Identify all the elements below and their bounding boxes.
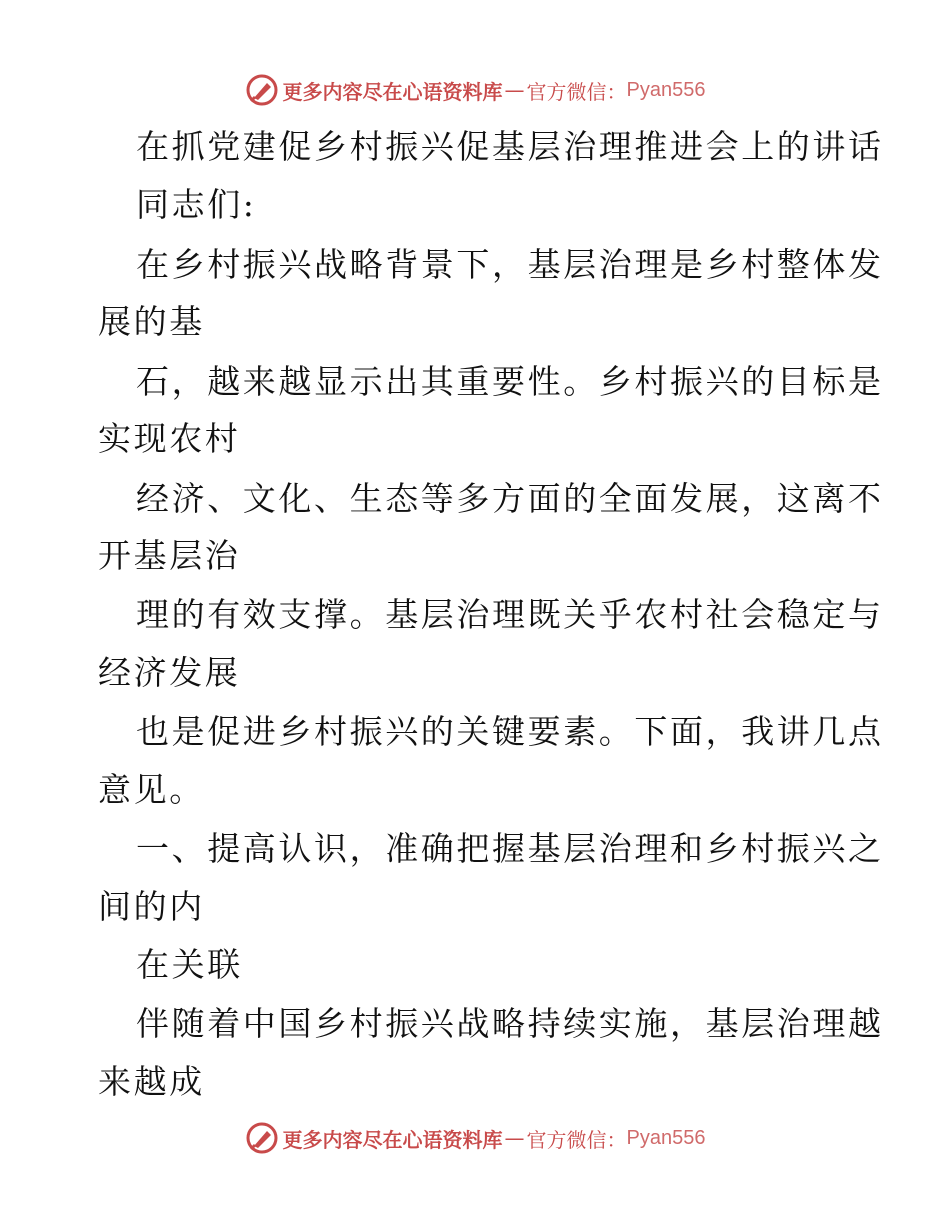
text-line: 意见。 bbox=[98, 770, 205, 809]
pen-nib-logo-icon bbox=[245, 1121, 279, 1155]
banner-dash: — bbox=[504, 78, 525, 102]
banner-wechat-id: Pyan556 bbox=[626, 78, 706, 101]
banner-wechat-label: 官方微信： bbox=[526, 79, 627, 104]
text-line: 展的基 bbox=[98, 302, 205, 341]
text-line: 伴随着中国乡村振兴战略持续实施，基层治理越 bbox=[136, 1004, 884, 1043]
text-line: 实现农村 bbox=[98, 419, 241, 458]
text-line: 来越成 bbox=[98, 1062, 205, 1101]
banner-wechat-label: 官方微信： bbox=[526, 1127, 627, 1152]
banner-brand-text: 更多内容尽在心语资料库 bbox=[282, 79, 503, 104]
text-line: 也是促进乡村振兴的关键要素。下面，我讲几点 bbox=[136, 712, 884, 751]
banner-brand-text: 更多内容尽在心语资料库 bbox=[282, 1127, 503, 1152]
salutation-line: 同志们: bbox=[136, 185, 257, 224]
text-line: 开基层治 bbox=[98, 536, 241, 575]
section-heading-line: 一、提高认识，准确把握基层治理和乡村振兴之 bbox=[136, 829, 884, 868]
pen-nib-logo-icon bbox=[245, 73, 279, 107]
text-line: 经济发展 bbox=[98, 653, 241, 692]
text-line: 经济、文化、生态等多方面的全面发展，这离不 bbox=[136, 479, 884, 518]
banner-dash: — bbox=[504, 1126, 525, 1150]
section-heading-line: 在关联 bbox=[136, 945, 243, 984]
text-line: 在乡村振兴战略背景下，基层治理是乡村整体发 bbox=[136, 245, 884, 284]
document-title: 在抓党建促乡村振兴促基层治理推进会上的讲话 bbox=[136, 127, 884, 166]
section-heading-line: 间的内 bbox=[98, 887, 205, 926]
header-banner bbox=[0, 70, 950, 110]
footer-banner bbox=[0, 1118, 950, 1158]
text-line: 理的有效支撑。基层治理既关乎农村社会稳定与 bbox=[136, 595, 884, 634]
text-line: 石，越来越显示出其重要性。乡村振兴的目标是 bbox=[136, 362, 884, 401]
banner-wechat-id: Pyan556 bbox=[626, 1126, 706, 1149]
